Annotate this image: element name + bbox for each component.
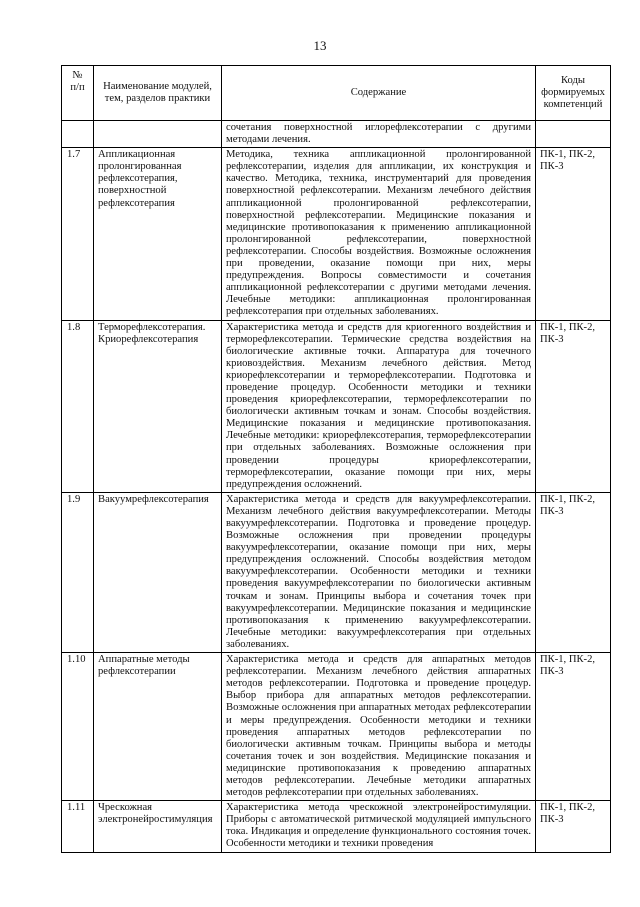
row-num: 1.7 — [62, 148, 94, 320]
row-content: Характеристика метода и средств для криогенного воздействия и терморефлексотерапии. Термические средства воздействия на биологические активные точки. Аппаратура для точечного криовоздействия. Механизм лечебного действия. Метод криорефлексотерапии и терморефлексотерапии. Подготовка и проведение процедур. Особенности методики и техники проведения криорефлексотерапии, терморефлексотерапии по биологически активным точкам и зонам. Способы воздействия. Медицинские показания и медицинские противопоказания. Лечебные методики: криорефлексотерапия, терморефлексотерапии при отдельных заболеваниях. Возможные осложнения при проведении процедуры криорефлексотерапии, терморефлексотерапии, оказание помощи при них, меры предупреждения осложнений. — [222, 320, 536, 492]
table-row — [62, 492, 611, 652]
row-module: Аппаратные методы рефлексотерапии — [94, 653, 222, 801]
row-content: Методика, техника аппликационной пролонгированной рефлексотерапии, изделия для аппликации, их конструкция и качество. Методика, техника, инструментарий для проведения поверхностной рефлексотерапии. Механизм лечебного действия аппликационной пролонгированной рефлексотерапии, поверхностной рефлексотерапии. Медицинские показания и медицинские противопоказания к применению аппликационной пролонгированной рефлексотерапии, поверхностной рефлексотерапии. Способы воздействия. Возможные осложнения при проведении, оказание помощи при них, меры предупреждения. Вопросы совместимости и сочетания аппликационной рефлексотерапии с другими методами лечения. Лечебные методики: аппликационная пролонгированная рефлексотерапия при отдельных заболеваниях. — [222, 148, 536, 320]
row-content: Характеристика метода и средств для аппаратных методов рефлексотерапии. Механизм лечебного действия аппаратных методов рефлексотерапии. Подготовка и проведение процедур. Выбор прибора для аппаратных методов рефлексотерапии. Возможные осложнения при аппаратных методах рефлексотерапии и меры предупреждения. Особенности методики и техники проведения аппаратных методов рефлексотерапии по биологически активным точкам. Принципы выбора и методы сочетания точек и зон воздействия. Медицинские показания и медицинские противопоказания к проведению аппаратных методов рефлексотерапии. Лечебные методики аппаратных методов рефлексотерапии при отдельных заболеваниях. — [222, 653, 536, 801]
row-content: сочетания поверхностной иглорефлексотерапии с другими методами лечения. — [222, 121, 536, 148]
curriculum-table — [61, 65, 611, 853]
header-module: Наименование модулей, тем, разделов практики — [94, 66, 222, 121]
row-module: Аппликационная пролонгированная рефлексотерапия, поверхностной рефлексотерапия — [94, 148, 222, 320]
table-row — [62, 121, 611, 148]
row-codes — [536, 121, 611, 148]
header-content: Содержание — [222, 66, 536, 121]
row-module: Терморефлексотерапия. Криорефлексотерапия — [94, 320, 222, 492]
row-content: Характеристика метода чрескожной электронейростимуляции. Приборы с автоматической ритмической модуляцией импульсного тока. Индикация и определение функционального состояния точек. Особенности методики и техники проведения — [222, 801, 536, 852]
row-module — [94, 121, 222, 148]
row-num — [62, 121, 94, 148]
table-header-row — [62, 66, 611, 121]
header-num: № п/п — [62, 66, 94, 121]
row-codes: ПК-1, ПК-2, ПК-3 — [536, 320, 611, 492]
table-row — [62, 148, 611, 320]
table-row — [62, 801, 611, 852]
row-module: Вакуумрефлексотерапия — [94, 492, 222, 652]
header-codes: Коды формируемых компетенций — [536, 66, 611, 121]
row-codes: ПК-1, ПК-2, ПК-3 — [536, 653, 611, 801]
row-codes: ПК-1, ПК-2, ПК-3 — [536, 801, 611, 852]
table-row — [62, 320, 611, 492]
page-number: 13 — [313, 38, 327, 53]
row-content: Характеристика метода и средств для вакуумрефлексотерапии. Механизм лечебного действия вакуумрефлексотерапии. Методы вакуумрефлексотерапии. Подготовка и проведение процедур. Возможные осложнения при проведении процедуры вакуумрефлексотерапии, оказание помощи при них, меры предупреждения осложнений. Способы воздействия методом вакуумрефлексотерапии. Особенности методики и техники проведения вакуумрефлексотерапии по биологически активным точкам и зонам. Принципы выбора и сочетания точек при вакуумрефлексотерапии. Медицинские показания и медицинские противопоказания к применению вакуумрефлексотерапии. Лечебные методики: вакуумрефлексотерапия при отдельных заболеваниях. — [222, 492, 536, 652]
row-num: 1.11 — [62, 801, 94, 852]
row-codes: ПК-1, ПК-2, ПК-3 — [536, 492, 611, 652]
row-module: Чрескожная электронейростимуляция — [94, 801, 222, 852]
table-row — [62, 653, 611, 801]
row-num: 1.8 — [62, 320, 94, 492]
row-codes: ПК-1, ПК-2, ПК-3 — [536, 148, 611, 320]
row-num: 1.9 — [62, 492, 94, 652]
row-num: 1.10 — [62, 653, 94, 801]
